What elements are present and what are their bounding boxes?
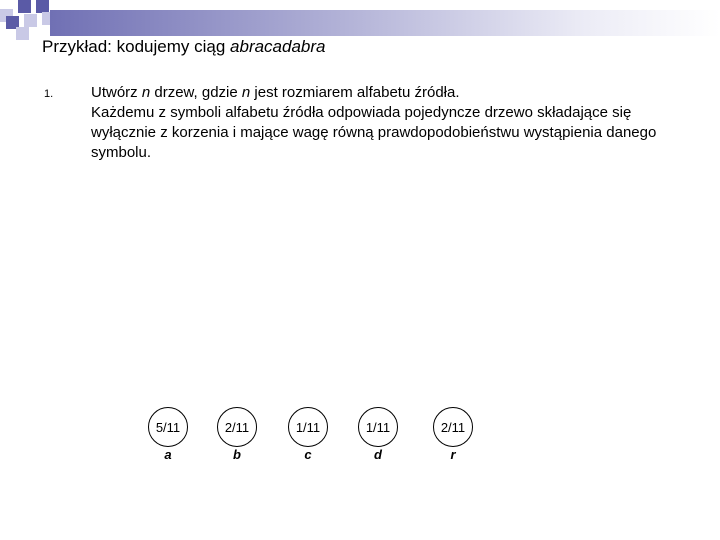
list-number: 1. — [44, 88, 54, 100]
slide-title — [42, 37, 326, 57]
item-line-2: Każdemu z symboli alfabetu źródła odpowiada pojedyncze drzewo składające się wyłącznie z korzenia i mające wagę równą prawdopodobieństwu wystąpienia danego symbolu. — [91, 104, 657, 161]
tree-node-c: 1/11 — [288, 407, 328, 447]
tree-node-b: 2/11 — [217, 407, 257, 447]
symbol-a: a — [164, 447, 172, 462]
symbol-b: b — [233, 447, 241, 462]
tree-node-a: 5/11 — [148, 407, 188, 447]
symbol-r: r — [450, 447, 456, 462]
title-word: abracadabra — [230, 37, 326, 56]
item-line-1: Utwórz n drzew, gdzie n jest rozmiarem alfabetu źródła. — [91, 84, 460, 101]
list-item-text — [91, 83, 681, 163]
title-prefix: Przykład: kodujemy ciąg — [42, 37, 231, 56]
tree-node-r: 2/11 — [433, 407, 473, 447]
tree-node-d: 1/11 — [358, 407, 398, 447]
symbol-d: d — [374, 447, 382, 462]
symbol-c: c — [304, 447, 312, 462]
header-gradient-bar — [50, 10, 720, 36]
